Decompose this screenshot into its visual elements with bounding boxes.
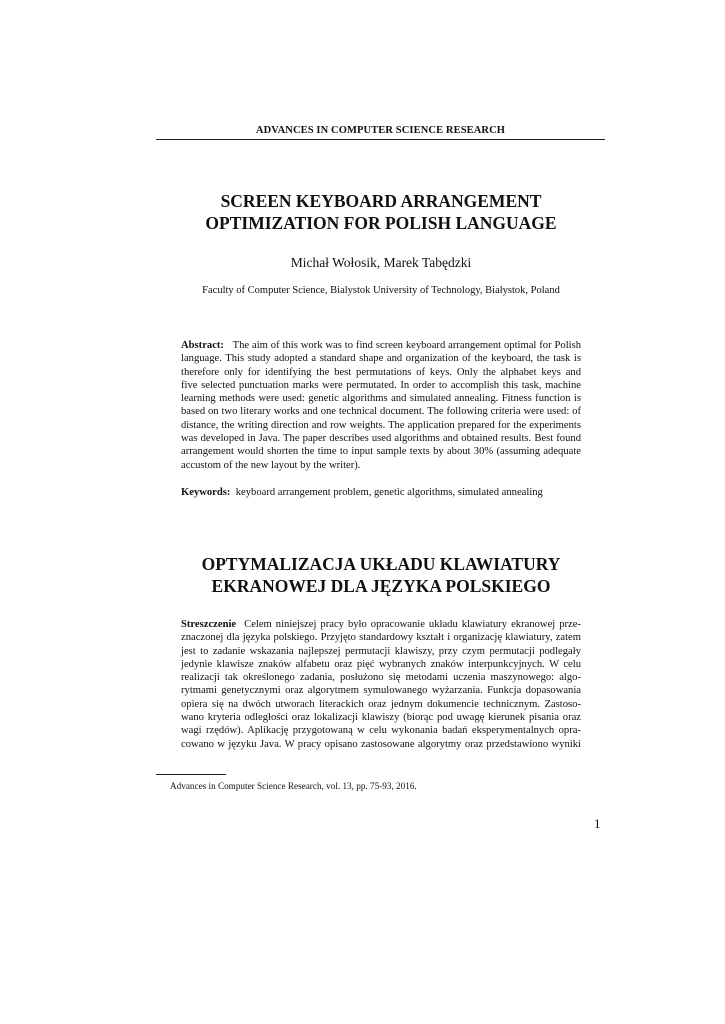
abstract-line: distance, the writing direction and row weights. The application prepared for the experiments — [181, 419, 581, 431]
streszczenie — [181, 618, 581, 751]
journal-header: ADVANCES IN COMPUTER SCIENCE RESEARCH — [255, 125, 506, 136]
keywords-text: keyboard arrangement problem, genetic algorithms, simulated annealing — [235, 487, 543, 498]
abstract-line: therefore only for identifying the best permutations of keys. Only the alphabet keys and — [181, 366, 581, 378]
page-number: 1 — [594, 816, 601, 831]
title-line: SCREEN KEYBOARD ARRANGEMENT — [220, 191, 542, 211]
abstract-line: language. This study adopted a standard shape and organization of the keyboard, the task is — [181, 353, 581, 365]
streszczenie-line: jedynie klawisze znaków alfabetu oraz pięć wybranych znaków interpunkcyjnych. W celu — [181, 658, 581, 670]
streszczenie-line-text: Celem niniejszej pracy było opracowanie układu klawiatury ekranowej prze- — [244, 619, 581, 630]
title-line: OPTIMIZATION FOR POLISH LANGUAGE — [205, 213, 557, 233]
abstract-line-text: The aim of this work was to find screen keyboard arrangement optimal for Polish — [232, 340, 581, 351]
affiliation: Faculty of Computer Science, Bialystok University of Technology, Białystok, Poland — [202, 285, 560, 296]
polish-title-line: EKRANOWEJ DLA JĘZYKA POLSKIEGO — [211, 576, 551, 596]
streszczenie-label: Streszczenie — [181, 619, 237, 630]
abstract-line: learning methods were used: genetic algorithms and simulated annealing. Fitness function is — [181, 393, 581, 405]
streszczenie-line: jest to zadanie wskazania najlepszej permutacji klawiszy, przy czym permutacji podlegały — [181, 645, 581, 657]
footnote: Advances in Computer Science Research, vol. 13, pp. 75-93, 2016. — [170, 781, 417, 791]
streszczenie-line: opiera się na dwóch utworach literackich oraz jednym dokumencie technicznym. Zastoso- — [181, 698, 581, 710]
polish-title-line: OPTYMALIZACJA UKŁADU KLAWIATURY — [201, 554, 561, 574]
abstract-label: Abstract: — [181, 340, 224, 351]
keywords — [181, 487, 581, 498]
abstract-line: arrangement would shorten the time to input sample texts by about 30% (assuming adequate — [181, 446, 581, 458]
streszczenie-line: realizacji tak określonego zadania, posłużono się metodami uczenia maszynowego: algo- — [181, 672, 581, 684]
streszczenie-line: znaczonej dla języka polskiego. Przyjęto standardowy kształt i organizację klawiatury, zatem — [181, 632, 581, 644]
streszczenie-line: cowano w języku Java. W pracy opisano zastosowane algorytmy oraz przedstawiono wyniki — [181, 738, 581, 750]
abstract-line — [181, 339, 581, 352]
abstract-line: was developed in Java. The paper describes used algorithms and obtained results. Best found — [181, 433, 581, 445]
streszczenie-line: wano kryteria odległości oraz lokalizacji klawiszy (biorąc pod uwagę kierunek pisania oraz — [181, 712, 581, 724]
footnote-rule — [156, 774, 226, 775]
authors: Michał Wołosik, Marek Tabędzki — [290, 255, 472, 270]
streszczenie-line — [181, 618, 581, 631]
abstract — [181, 339, 581, 472]
paper-title — [140, 190, 622, 234]
streszczenie-line: rytmami genetycznymi oraz algorytmem symulowanego wyżarzania. Funkcja dopasowania — [181, 685, 581, 697]
abstract-line: accustom of the new layout by the writer). — [181, 459, 361, 471]
header-rule — [156, 139, 605, 140]
keywords-label: Keywords: — [181, 487, 231, 498]
streszczenie-line: wagi rzędów). Aplikację przygotowaną w celu wykonania badań eksperymentalnych opra- — [181, 725, 581, 737]
abstract-line: based on two literary works and one technical document. The following criteria were used: of — [181, 406, 581, 418]
polish-title — [140, 553, 622, 597]
abstract-line: five selected punctuation marks were permutated. In order to accomplish this task, machine — [181, 379, 581, 391]
